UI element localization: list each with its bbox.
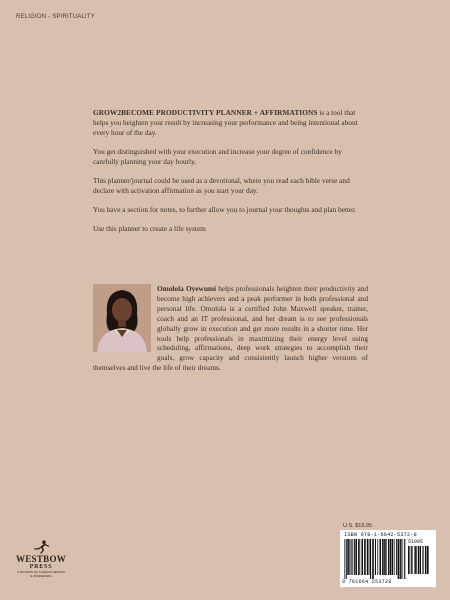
barcode-stripe <box>344 539 345 579</box>
barcode-stripe <box>400 539 401 579</box>
publisher-tagline: & ZONDERVAN <box>30 573 52 578</box>
description-paragraph: This planner/journal could be used as a devotional, where you read each bible verse and declare with activation affirmation as you start your day. <box>93 176 350 195</box>
barcode-stripe <box>347 539 349 575</box>
description-paragraph: You get distinguished with your execution and increase your degree of confidence by carefully planning your day hourly. <box>93 147 342 166</box>
barcode-stripe <box>367 539 369 575</box>
author-name: Omolola Oyewumi <box>157 284 216 293</box>
barcode-stripe <box>346 539 347 579</box>
barcode-stripe <box>414 546 415 574</box>
barcode-addon-number: 51995 <box>408 539 424 545</box>
publisher-sub: PRESS <box>29 564 53 570</box>
barcode-stripe <box>379 539 380 575</box>
barcode-stripe <box>411 546 412 574</box>
description-paragraph: Use this planner to create a life system <box>93 224 206 233</box>
barcode-stripe <box>398 539 400 579</box>
barcode-stripe <box>352 539 353 575</box>
barcode-stripe <box>354 539 355 575</box>
barcode-stripe <box>382 539 384 575</box>
isbn-label: ISBN 978-1-6642-5372-8 <box>344 532 417 538</box>
barcode-stripe <box>422 546 423 574</box>
barcode-stripe <box>349 539 350 575</box>
barcode-stripe <box>394 539 395 575</box>
runner-icon <box>30 540 52 554</box>
barcode-stripe <box>361 539 362 575</box>
publisher-tagline: A DIVISION OF THOMAS NELSON <box>17 570 65 574</box>
barcode-stripe <box>412 546 413 574</box>
barcode-stripe <box>403 539 404 579</box>
barcode-stripe <box>375 539 376 575</box>
barcode-ean-number: 9 781664 253728 <box>342 579 392 585</box>
barcode-stripe <box>377 539 378 575</box>
price-label: U.S. $19.95 <box>343 523 373 529</box>
barcode-stripe <box>384 539 386 575</box>
barcode-stripe <box>372 539 374 579</box>
description-paragraph: You have a section for notes, to further allow you to journal your thoughts and plan better. <box>93 205 357 214</box>
barcode-bars <box>344 539 406 579</box>
barcode <box>340 530 436 587</box>
barcode-stripe <box>404 539 405 579</box>
barcode-stripe <box>392 539 394 575</box>
barcode-stripe <box>415 546 417 574</box>
barcode-stripe <box>370 539 371 579</box>
barcode-stripe <box>369 539 370 575</box>
publisher-logo <box>12 540 70 578</box>
barcode-stripe <box>358 539 360 575</box>
barcode-stripe <box>420 546 421 574</box>
barcode-stripe <box>423 546 424 574</box>
barcode-stripe <box>355 539 357 575</box>
barcode-stripe <box>380 539 381 575</box>
title-continuation: is a tool that helps you heighten your result by increasing your performance and being intentional about every hour of the day. <box>93 108 358 137</box>
barcode-stripe <box>364 539 366 575</box>
barcode-addon-bars <box>408 546 430 578</box>
publisher-name: WESTBOW <box>15 554 67 564</box>
author-section <box>93 284 368 373</box>
category-label: RELIGION - SPIRITUALITY <box>16 14 95 20</box>
barcode-stripe <box>418 546 420 574</box>
barcode-stripe <box>427 546 429 574</box>
author-photo <box>93 284 151 352</box>
barcode-stripe <box>362 539 363 575</box>
author-bio-text: helps professionals heighten their productivity and become high achievers and a peak performer in both professional and personal life. Omolola is a certified John Maxwell speaker, trainer, coach and an IT professional, and her dream is to see professionals globally grow in execution and get more results in a shorter time. Her tools help professionals in maximizing their energy level using scheduling, affirmations, deep work strategies to accomplish their goals, grow capacity and consistently launch higher versions of themselves and live the life of their dreams. <box>93 284 368 373</box>
barcode-stripe <box>390 539 392 575</box>
barcode-stripe <box>396 539 397 575</box>
barcode-stripe <box>388 539 389 575</box>
barcode-stripe <box>425 546 427 574</box>
barcode-stripe <box>401 539 402 579</box>
barcode-stripe <box>386 539 387 575</box>
barcode-stripe <box>408 546 410 574</box>
description-intro <box>93 108 367 138</box>
description-block <box>93 108 367 243</box>
book-title: GROW2BECOME PRODUCTIVITY PLANNER + AFFIRMATIONS <box>93 108 318 117</box>
barcode-stripe <box>351 539 352 575</box>
